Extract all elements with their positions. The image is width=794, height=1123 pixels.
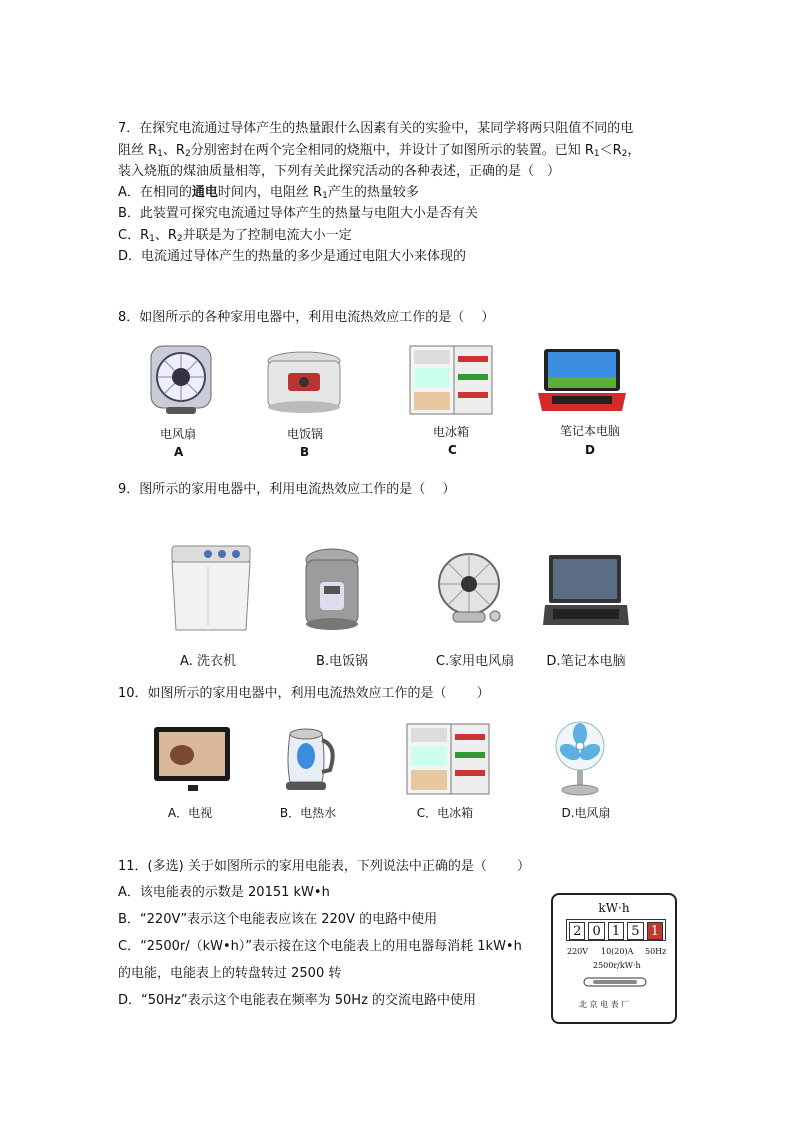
meter-digits — [566, 919, 666, 941]
q8-caption-c: 电冰箱 — [432, 425, 469, 439]
q11-option-c-2: 的电能，电能表上的转盘转过 2500 转 — [118, 966, 342, 981]
q7-option-d: D．电流通过导体产生的热量的多少是通过电阻大小来体现的 — [118, 249, 467, 264]
meter-voltage: 220V — [567, 947, 589, 956]
q7-line-1: 7．在探究电流通过导体产生的热量跟什么因素有关的实验中，某同学将两只阻值不同的电 — [118, 121, 634, 136]
rice-cooker-icon — [264, 349, 344, 415]
q7-option-c: C．$R_1$、$R_2$并联是为了控制电流大小一定 — [118, 228, 352, 244]
q9-caption-a: A. 洗衣机 — [180, 654, 236, 669]
q10-caption-b: B．电热水 — [279, 806, 337, 820]
refrigerator-icon — [405, 722, 491, 798]
meter-digit: 1 — [608, 922, 624, 940]
q7-option-a: A．在相同的通电时间内，电阻丝 $R_1$产生的热量较多 — [118, 185, 419, 201]
q11-stem: 11．(多选) 关于如图所示的家用电能表，下列说法中正确的是（ ） — [118, 859, 530, 874]
meter-frequency: 50Hz — [645, 947, 667, 956]
q8-letter-c: C — [448, 443, 457, 457]
q8-caption-b: 电饭锅 — [286, 427, 323, 441]
q8-letter-b: B — [300, 445, 310, 459]
desk-fan-icon — [146, 343, 216, 418]
meter-digit: 5 — [627, 922, 643, 940]
q10-caption-a: A．电视 — [167, 806, 213, 820]
q7-line-2: 阻丝 $R_1$、$R_2$分别密封在两个完全相同的烧瓶中，并设计了如图所示的装置。已知 $R_1<R_2$， — [118, 143, 641, 159]
q9-caption-d: D.笔记本电脑 — [546, 654, 626, 669]
washing-machine-icon — [168, 542, 254, 634]
q9-stem: 9．图所示的家用电器中，利用电流热效应工作的是（ ） — [118, 482, 456, 497]
electric-fan-icon — [548, 718, 612, 798]
meter-digit-decimal: 1 — [647, 922, 663, 940]
q11-option-d: D．“50Hz”表示这个电能表在频率为 50Hz 的交流电路中使用 — [118, 993, 477, 1008]
meter-current: 10(20)A — [601, 947, 634, 956]
q11-option-b: B．“220V”表示这个电能表应该在 220V 的电路中使用 — [118, 912, 438, 927]
meter-unit: kW·h — [598, 901, 630, 915]
meter-digit: 2 — [569, 922, 585, 940]
laptop-icon — [543, 553, 631, 629]
q11-option-c-1: C．“2500r/（kW•h）”表示接在这个电能表上的用电器每消耗 1kW•h — [118, 939, 522, 954]
electric-meter — [551, 893, 677, 1024]
q10-caption-c: C．电冰箱 — [416, 806, 474, 820]
electric-kettle-icon — [276, 722, 342, 794]
meter-disc-window — [583, 975, 647, 989]
meter-revolutions: 2500r/kW·h — [593, 961, 641, 970]
q7-option-b: B．此装置可探究电流通过导体产生的热量与电阻大小是否有关 — [118, 206, 478, 221]
box-fan-icon — [433, 550, 509, 630]
q9-caption-c: C.家用电风扇 — [435, 654, 515, 669]
q10-caption-d: D.电风扇 — [561, 806, 611, 820]
laptop-icon — [534, 347, 630, 415]
meter-digit: 0 — [588, 922, 604, 940]
rice-cooker-icon — [302, 546, 362, 632]
refrigerator-icon — [408, 344, 494, 418]
q8-letter-a: A — [174, 445, 184, 459]
television-icon — [152, 725, 232, 793]
q7-line-3: 装入烧瓶的煤油质量相等，下列有关此探究活动的各种表述，正确的是（ ） — [118, 164, 561, 179]
q10-stem: 10．如图所示的家用电器中，利用电流热效应工作的是（ ） — [118, 686, 490, 701]
meter-maker: 北 京 电 表 厂 — [579, 1000, 630, 1009]
q8-caption-d: 笔记本电脑 — [559, 424, 620, 438]
q11-option-a: A．该电能表的示数是 20151 kW•h — [118, 885, 330, 900]
q8-letter-d: D — [585, 443, 595, 457]
q9-caption-b: B.电饭锅 — [315, 654, 369, 669]
q8-stem: 8．如图所示的各种家用电器中，利用电流热效应工作的是（ ） — [118, 310, 495, 325]
q8-caption-a: 电风扇 — [159, 427, 196, 441]
